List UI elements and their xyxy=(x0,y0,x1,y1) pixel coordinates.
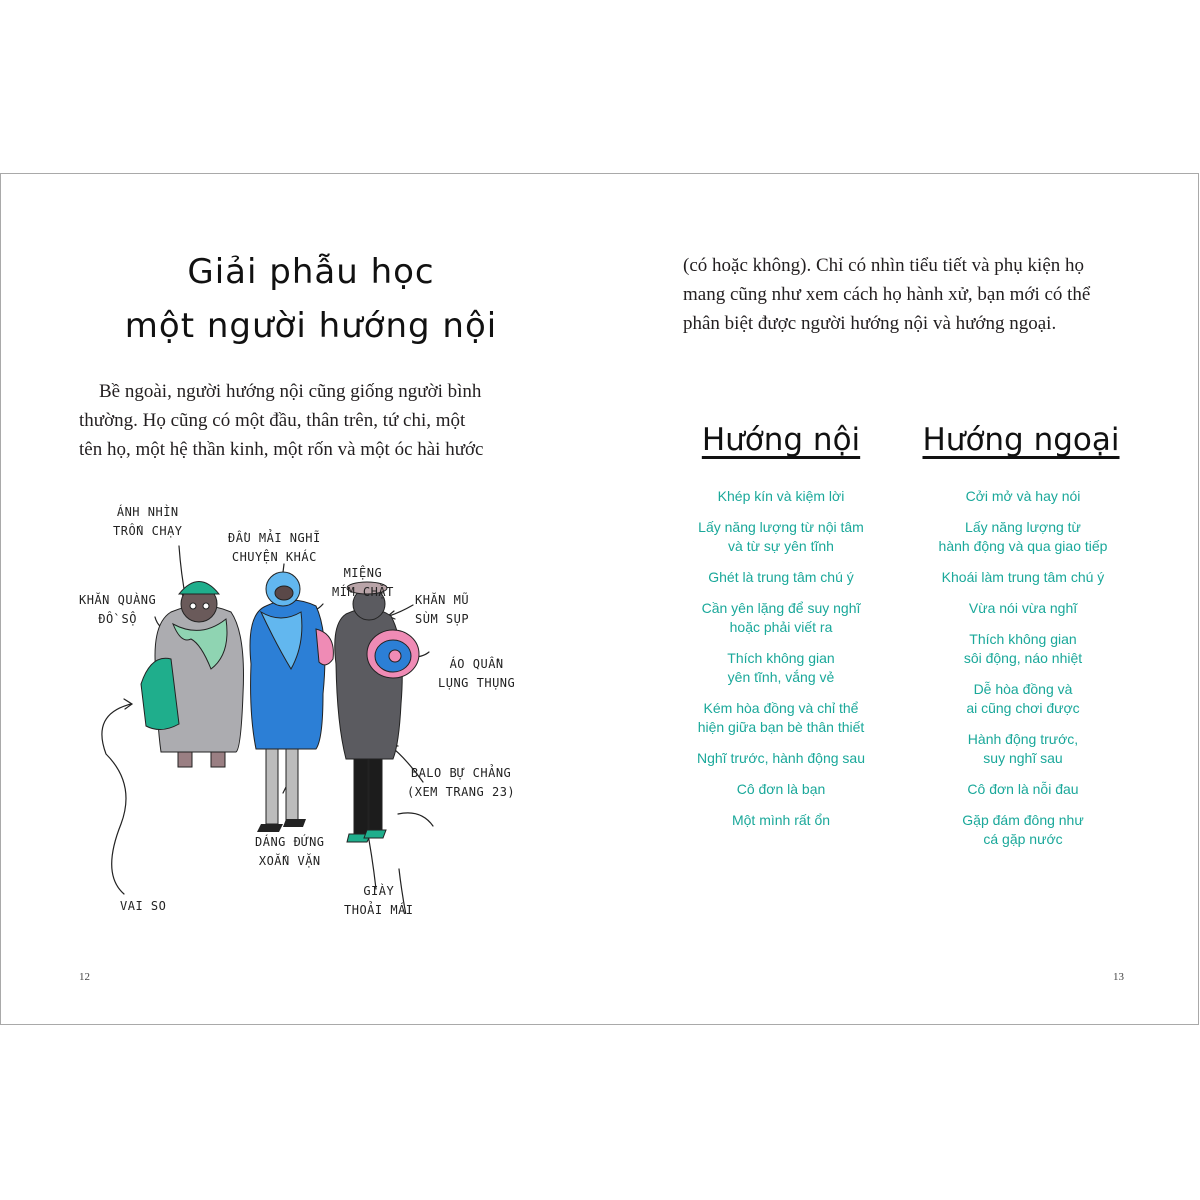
label-line: ĐẦU MẢI NGHĨ xyxy=(228,531,321,545)
trait-line: Khép kín và kiệm lời xyxy=(717,488,845,504)
trait-item xyxy=(661,568,901,587)
left-body-line: thường. Họ cũng có một đầu, thân trên, tứ chi, một xyxy=(79,410,466,431)
label-line: SÙM SỤP xyxy=(415,612,470,626)
label-mouth xyxy=(332,564,394,602)
trait-line: suy nghĩ sau xyxy=(983,750,1063,766)
label-line: KHĂN MŨ xyxy=(415,593,470,607)
label-line: MIỆNG xyxy=(343,566,383,580)
figure-right xyxy=(335,582,419,842)
trait-line: Nghĩ trước, hành động sau xyxy=(697,750,865,766)
trait-line: sôi động, náo nhiệt xyxy=(963,650,1083,666)
book-spread xyxy=(0,173,1199,1025)
right-body-line: (có hoặc không). Chỉ có nhìn tiểu tiết và phụ kiện họ xyxy=(683,255,1085,276)
label-hat xyxy=(415,591,469,629)
introvert-heading: Hướng nội xyxy=(701,422,861,458)
label-line: ÁO QUẦN xyxy=(449,657,504,671)
label-clothes xyxy=(438,655,515,693)
right-body-line: phân biệt được người hướng nội và hướng ngoại. xyxy=(683,313,1057,334)
trait-item xyxy=(661,649,901,687)
trait-item xyxy=(661,749,901,768)
page-title-line-1: Giải phẫu học xyxy=(187,252,435,292)
label-line: GIÀY xyxy=(363,884,395,898)
trait-item xyxy=(661,518,901,556)
trait-line: Gặp đám đông như xyxy=(962,812,1084,828)
left-body-paragraph xyxy=(79,377,521,464)
left-body-line: tên họ, một hệ thần kinh, một rốn và một óc hài hước xyxy=(79,439,484,460)
label-line: BALO BỰ CHẢNG xyxy=(410,766,512,780)
trait-line: Cô đơn là bạn xyxy=(736,781,826,797)
label-line: TRỐN CHẠY xyxy=(113,524,183,538)
trait-item xyxy=(903,780,1143,799)
right-body-line: mang cũng như xem cách họ hành xử, bạn mới có thể xyxy=(683,284,1091,305)
trait-item xyxy=(903,630,1143,668)
label-line: MÍM CHẶT xyxy=(332,585,394,599)
figure-middle xyxy=(250,572,333,832)
label-shoes xyxy=(344,882,414,920)
page-number-left: 12 xyxy=(79,971,90,983)
trait-line: Lấy năng lượng từ nội tâm xyxy=(698,519,864,535)
label-line: (XEM TRANG 23) xyxy=(407,785,516,799)
trait-item xyxy=(903,518,1143,556)
trait-line: Ghét là trung tâm chú ý xyxy=(708,569,854,585)
trait-item xyxy=(661,780,901,799)
trait-item xyxy=(903,568,1143,587)
trait-line: Vừa nói vừa nghĩ xyxy=(968,600,1078,616)
page-number-right: 13 xyxy=(1113,971,1124,983)
trait-item xyxy=(903,487,1143,506)
label-scarf xyxy=(79,591,156,629)
trait-line: Thích không gian xyxy=(727,650,835,666)
label-mind xyxy=(228,529,321,567)
trait-line: Khoái làm trung tâm chú ý xyxy=(941,569,1105,585)
trait-line: Kém hòa đồng và chỉ thể xyxy=(703,700,859,716)
trait-line: Cô đơn là nỗi đau xyxy=(967,781,1079,797)
trait-item xyxy=(903,599,1143,618)
trait-line: cá gặp nước xyxy=(983,831,1063,847)
label-line: DÁNG ĐỨNG xyxy=(255,835,325,849)
label-line: CHUYỆN KHÁC xyxy=(231,550,317,564)
label-line: ÁNH NHÌN xyxy=(116,505,179,519)
introvert-traits-list xyxy=(661,487,901,842)
trait-line: Hành động trước, xyxy=(967,731,1079,747)
trait-item xyxy=(903,730,1143,768)
trait-item xyxy=(903,811,1143,849)
trait-line: Cởi mở và hay nói xyxy=(965,488,1081,504)
trait-line: Lấy năng lượng từ xyxy=(965,519,1081,535)
trait-line: Một mình rất ổn xyxy=(731,812,831,828)
right-body-paragraph xyxy=(683,251,1128,338)
label-gaze xyxy=(113,503,183,541)
trait-item xyxy=(661,699,901,737)
left-body-line: Bề ngoài, người hướng nội cũng giống người bình xyxy=(99,381,482,402)
figure-left xyxy=(141,582,244,915)
trait-item xyxy=(661,811,901,830)
trait-item xyxy=(903,680,1143,718)
label-line: XOẮN VẶN xyxy=(258,854,321,868)
trait-line: hiện giữa bạn bè thân thiết xyxy=(697,719,865,735)
trait-line: yên tĩnh, vắng vẻ xyxy=(727,669,835,685)
trait-line: Dễ hòa đồng và xyxy=(973,681,1073,697)
label-line: THOẢI MÁI xyxy=(344,903,414,917)
trait-line: hành động và qua giao tiếp xyxy=(938,538,1108,554)
trait-line: ai cũng chơi được xyxy=(966,700,1080,716)
page-title-line-2: một người hướng nội xyxy=(124,306,498,346)
label-line: ĐỒ SỘ xyxy=(98,612,137,626)
trait-line: và từ sự yên tĩnh xyxy=(728,538,834,554)
label-shoulders: VAI SO xyxy=(120,899,167,913)
extrovert-traits-list xyxy=(903,487,1143,861)
label-backpack xyxy=(407,764,515,802)
trait-line: Thích không gian xyxy=(969,631,1077,647)
extrovert-heading: Hướng ngoại xyxy=(922,422,1120,458)
label-line: LỤNG THỤNG xyxy=(438,676,516,690)
trait-line: hoặc phải viết ra xyxy=(729,619,833,635)
label-stance xyxy=(255,833,325,871)
label-line: KHĂN QUÀNG xyxy=(79,593,157,607)
trait-item xyxy=(661,487,901,506)
trait-item xyxy=(661,599,901,637)
trait-line: Cần yên lặng để suy nghĩ xyxy=(701,600,861,616)
